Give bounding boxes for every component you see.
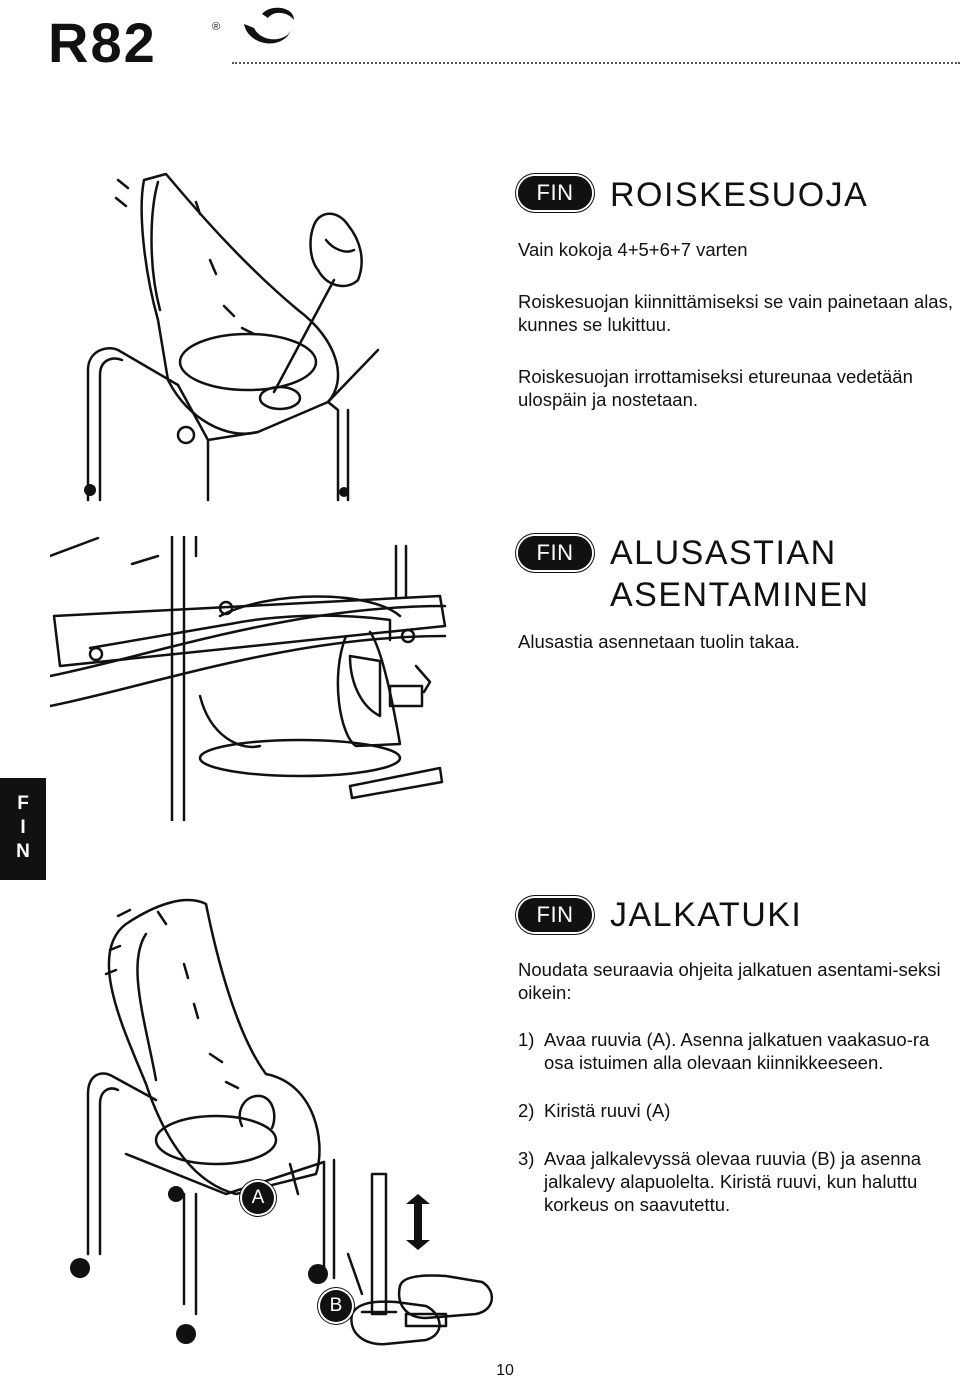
paragraph: Alusastia asennetaan tuolin takaa. [518,631,800,652]
callout-a: A [242,1182,274,1214]
section-title: JALKATUKI [610,896,803,934]
step-number: 3) [518,1148,535,1169]
language-badge: FIN [518,536,592,570]
step-number: 1) [518,1029,535,1050]
side-tab-letter: F [17,793,29,814]
section-title-line: ALUSASTIAN [610,534,837,572]
paragraph: Vain kokoja 4+5+6+7 varten [518,239,748,260]
section-title: ROISKESUOJA [610,176,869,214]
registered-mark: ® [212,21,221,33]
section-header [518,176,960,216]
page-number-text: 10 [496,1362,514,1379]
step-text: Kiristä ruuvi (A) [544,1100,671,1121]
section-splash-guard [518,176,960,411]
step-text: Avaa jalkalevyssä olevaa ruuvia (B) ja asenna jalkalevy alapuolelta. Kiristä ruuvi, kun haluttu korkeus on saavutettu. [544,1148,922,1215]
page-number [0,1362,960,1380]
section-title-line: ASENTAMINEN [610,576,870,614]
logo-text: R82 [48,11,157,68]
side-tab-letter: I [20,817,26,838]
intro-paragraph: Noudata seuraavia ohjeita jalkatuen asentami-seksi oikein: [518,959,941,1003]
instruction-step [518,1099,960,1122]
bedpan-illustration [50,536,450,821]
paragraph: Roiskesuojan irrottamiseksi etureunaa vedetään ulospäin ja nostetaan. [518,366,913,410]
step-text: Avaa ruuvia (A). Asenna jalkatuen vaakasuo-ra osa istuimen alla olevaan kiinnikkeeseen. [544,1029,930,1073]
language-side-tab [0,778,46,880]
section-footrest [518,898,960,1216]
header-divider [232,62,960,64]
instruction-step [518,1028,960,1074]
splash-guard-illustration [48,170,488,505]
section-header [518,536,870,616]
logo-swoosh-icon [244,8,294,44]
section-title [610,532,870,616]
paragraph: Roiskesuojan kiinnittämiseksi se vain painetaan alas, kunnes se lukittuu. [518,291,953,335]
instruction-step [518,1147,960,1216]
callout-b: B [320,1290,352,1322]
side-tab-letter: N [16,841,30,862]
section-header [518,898,960,936]
section-bedpan [518,536,870,653]
footrest-illustration [66,894,506,1354]
language-badge: FIN [518,898,592,932]
r82-logo [48,6,298,68]
step-number: 2) [518,1100,535,1121]
language-badge: FIN [518,176,592,210]
